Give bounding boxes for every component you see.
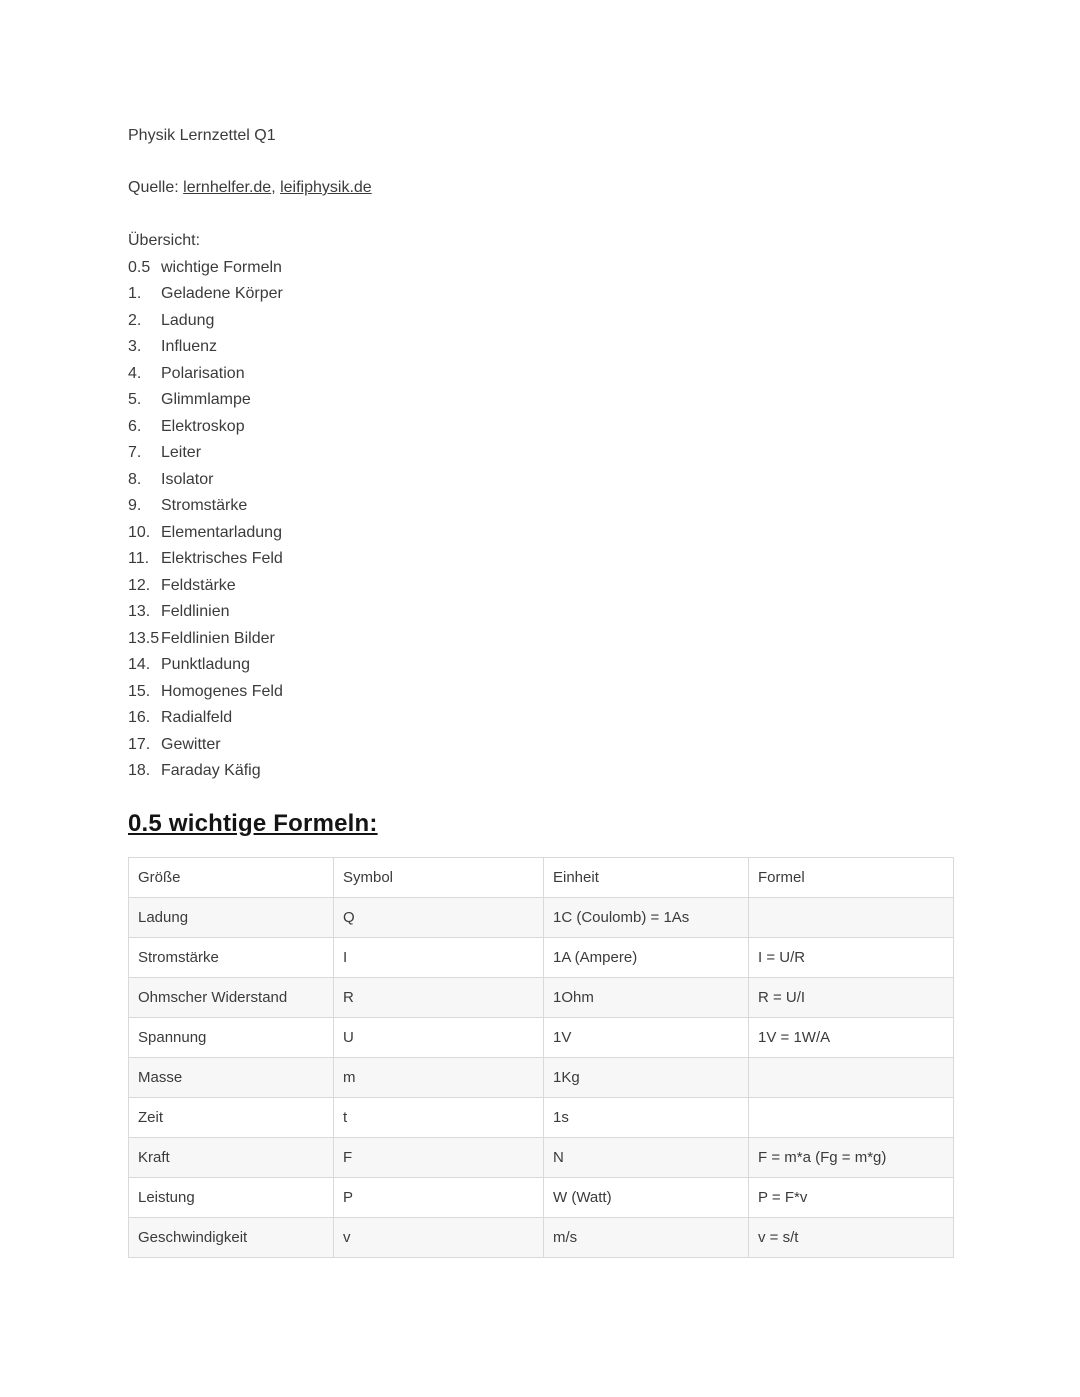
source-link-lernhelfer[interactable]: lernhelfer.de <box>183 179 272 196</box>
overview-item-label: Glimmlampe <box>161 391 251 408</box>
table-cell: P <box>334 1177 544 1217</box>
overview-item-label: Feldlinien Bilder <box>161 629 275 647</box>
table-cell: Geschwindigkeit <box>129 1217 334 1257</box>
overview-item <box>128 520 953 547</box>
overview-item <box>128 546 953 573</box>
overview-item <box>128 361 953 388</box>
table-row <box>129 977 954 1017</box>
overview-item <box>128 281 953 308</box>
overview-item-label: wichtige Formeln <box>161 258 282 276</box>
table-cell: Spannung <box>129 1017 334 1057</box>
table-cell <box>749 1057 954 1097</box>
source-line <box>128 178 953 198</box>
table-cell <box>749 897 954 937</box>
overview-item <box>128 440 953 467</box>
table-cell <box>749 1097 954 1137</box>
table-row <box>129 1057 954 1097</box>
source-link-leifiphysik[interactable]: leifiphysik.de <box>280 179 372 196</box>
overview-item-label: Radialfeld <box>161 709 233 726</box>
table-header-row <box>129 857 954 897</box>
overview-item <box>128 414 953 441</box>
overview-item <box>128 732 953 759</box>
table-cell: 1s <box>544 1097 749 1137</box>
section-heading-wichtige-formeln: 0.5 wichtige Formeln: <box>128 809 378 837</box>
table-cell: W (Watt) <box>544 1177 749 1217</box>
table-cell: 1Ohm <box>544 977 749 1017</box>
table-cell: 1V <box>544 1017 749 1057</box>
overview-item <box>128 334 953 361</box>
table-row <box>129 1217 954 1257</box>
column-header-symbol: Symbol <box>334 857 544 897</box>
table-cell: F = m*a (Fg = m*g) <box>749 1137 954 1177</box>
table-cell: R = U/I <box>749 977 954 1017</box>
overview-item <box>128 652 953 679</box>
overview-item-label: Feldlinien <box>161 603 230 620</box>
formulas-table <box>128 857 954 1258</box>
overview-item-label: Stromstärke <box>161 497 248 514</box>
overview-item-number: 10. <box>128 523 151 541</box>
source-prefix: Quelle: <box>128 179 184 196</box>
source-separator: , <box>271 179 281 196</box>
table-cell: Leistung <box>129 1177 334 1217</box>
overview-item-label: Elektroskop <box>161 417 245 435</box>
overview-item-number: 13.5 <box>128 629 160 647</box>
table-cell: P = F*v <box>749 1177 954 1217</box>
overview-item-number: 1. <box>128 285 142 302</box>
table-cell: Q <box>334 897 544 937</box>
table-cell: Zeit <box>129 1097 334 1137</box>
overview-item-number: 6. <box>128 417 142 435</box>
table-cell: I = U/R <box>749 937 954 977</box>
table-cell: v = s/t <box>749 1217 954 1257</box>
overview-item-label: Feldstärke <box>161 576 236 594</box>
table-cell: F <box>334 1137 544 1177</box>
overview-item <box>128 599 953 626</box>
overview-item-label: Geladene Körper <box>161 285 283 302</box>
table-cell: I <box>334 937 544 977</box>
overview-item-label: Punktladung <box>161 656 250 673</box>
overview-item-label: Ladung <box>161 311 215 329</box>
table-cell: R <box>334 977 544 1017</box>
overview-item <box>128 705 953 732</box>
overview-item-number: 11. <box>128 550 150 567</box>
table-cell: Masse <box>129 1057 334 1097</box>
overview-item-number: 0.5 <box>128 258 151 276</box>
overview-item <box>128 493 953 520</box>
table-row <box>129 897 954 937</box>
table-cell: Stromstärke <box>129 937 334 977</box>
overview-item-number: 7. <box>128 444 142 461</box>
table-row <box>129 1137 954 1177</box>
table-cell: Ohmscher Widerstand <box>129 977 334 1017</box>
overview-item-label: Gewitter <box>161 735 221 753</box>
overview-item <box>128 679 953 706</box>
table-row <box>129 1017 954 1057</box>
overview-item <box>128 626 953 653</box>
column-header-einheit: Einheit <box>544 857 749 897</box>
overview-item-number: 14. <box>128 656 151 673</box>
overview-item-number: 17. <box>128 735 151 753</box>
overview-item <box>128 758 953 785</box>
column-header-formel: Formel <box>749 857 954 897</box>
overview-item-label: Elementarladung <box>161 523 282 541</box>
overview-item-number: 5. <box>128 391 142 408</box>
column-header-groesse: Größe <box>129 857 334 897</box>
table-cell: 1C (Coulomb) = 1As <box>544 897 749 937</box>
overview-item <box>128 308 953 335</box>
overview-item-number: 13. <box>128 603 151 620</box>
overview-item-number: 2. <box>128 311 142 329</box>
document-title: Physik Lernzettel Q1 <box>128 127 276 144</box>
overview-item-number: 8. <box>128 470 142 488</box>
table-cell: v <box>334 1217 544 1257</box>
table-row <box>129 937 954 977</box>
table-cell: N <box>544 1137 749 1177</box>
overview-item <box>128 573 953 600</box>
table-row <box>129 1177 954 1217</box>
table-cell: 1A (Ampere) <box>544 937 749 977</box>
overview-item <box>128 387 953 414</box>
table-row <box>129 1097 954 1137</box>
overview-item-number: 9. <box>128 497 142 514</box>
overview-item-label: Homogenes Feld <box>161 682 283 700</box>
overview-item-number: 12. <box>128 576 151 594</box>
table-cell: t <box>334 1097 544 1137</box>
overview-item-label: Polarisation <box>161 364 245 382</box>
overview-item-label: Leiter <box>161 444 202 461</box>
overview-section <box>128 228 953 785</box>
overview-item <box>128 255 953 282</box>
overview-heading: Übersicht: <box>128 232 201 249</box>
overview-item-number: 3. <box>128 338 142 355</box>
overview-item-label: Isolator <box>161 470 214 488</box>
overview-item-label: Influenz <box>161 338 218 355</box>
overview-item-number: 15. <box>128 682 151 700</box>
table-cell: U <box>334 1017 544 1057</box>
table-cell: m/s <box>544 1217 749 1257</box>
table-cell: 1Kg <box>544 1057 749 1097</box>
table-cell: m <box>334 1057 544 1097</box>
overview-item-label: Elektrisches Feld <box>161 550 283 567</box>
table-cell: Kraft <box>129 1137 334 1177</box>
table-cell: Ladung <box>129 897 334 937</box>
overview-item-number: 16. <box>128 709 151 726</box>
overview-item-label: Faraday Käfig <box>161 762 261 779</box>
table-cell: 1V = 1W/A <box>749 1017 954 1057</box>
overview-item <box>128 467 953 494</box>
overview-item-number: 4. <box>128 364 142 382</box>
overview-item-number: 18. <box>128 762 151 779</box>
